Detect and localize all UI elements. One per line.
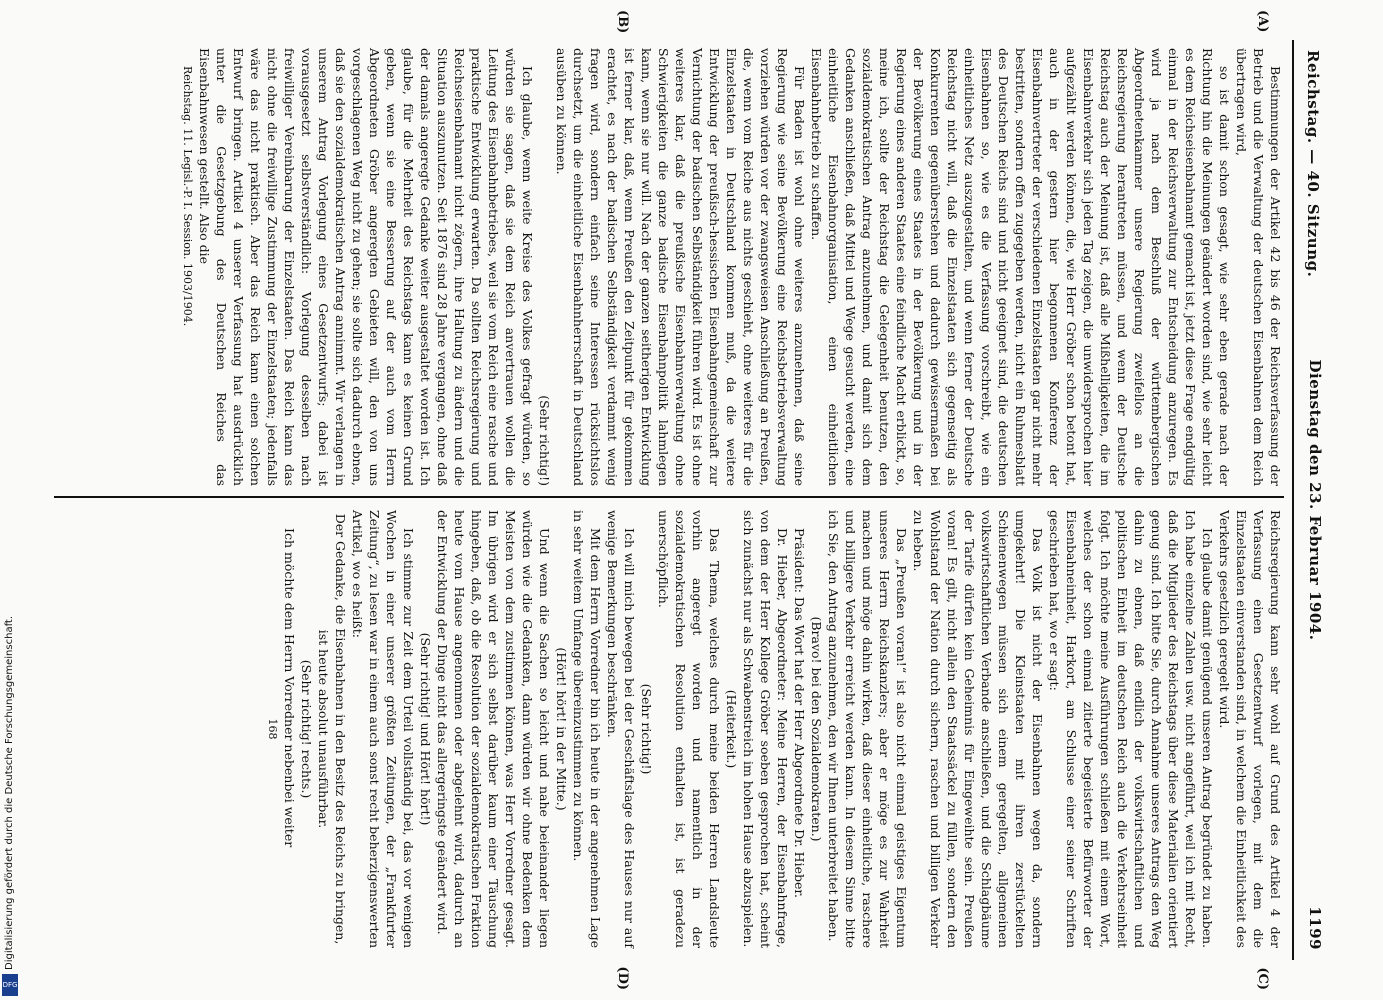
header-rule (1292, 40, 1294, 960)
paragraph: Ich stimme zur Zeit dem Urteil vollständig bei, das vor wenigen Wochen in einer unserer größten Zeitungen, der „Frankfurter Zeitung“, zu lesen war in einem auch sonst recht beherzigenswerten Artikel, wo es heißt: (350, 510, 416, 948)
header-date: Dienstag den 23. Februar 1904. (1306, 359, 1324, 641)
paragraph: Bestimmungen der Artikel 42 bis 46 der Reichsverfassung der Betrieb und die Verwaltung der deutschen Eisenbahnen dem Reich übertragen wird, (1234, 48, 1283, 486)
column-divider (54, 496, 1284, 498)
running-header (1296, 40, 1330, 960)
paragraph: Das „Preußen voran!“ ist also nicht einmal geistiges Eigentum unseres Herrn Reichskanzlers; aber er möge es zur Wahrheit machen und möge dahin wirken, daß dieser einheitliche, raschere und billigere Verkehr erreicht werden kann. In diesem Sinne bitte ich Sie, den Antrag anzunehmen, den wir Ihnen unterbreitet haben. (826, 510, 909, 948)
interjection: (Sehr richtig! rechts.) (299, 659, 314, 799)
digitization-credit: Digitalisierung gefördert durch die Deutsche Forschungsgemeinschaft. (4, 615, 15, 970)
quote: Das Volk ist nicht der Eisenbahnen wegen da, sondern umgekehrt! Die Kleinstaaten mit ihren zerstückelten Schienenwegen müssen sich einem geregelten, allgemeinen volkswirtschaftlichen Verbande anschließen, und die Schlagbäume der Tarife dürfen kein Geheimnis für Eingeweihte sein. Preußen voran! Es gilt, nicht allein den Staatssäckel zu füllen, sondern den Wohlstand der Nation durch sichern, raschen und billigen Verkehr zu heben. (911, 510, 1045, 948)
paragraph: Reichsregierung kann sehr wohl auf Grund des Artikel 4 der Verfassung einen Gesetzentwurf vorlegen, mit dem die Einzelstaaten einverstanden sind, in welchem die Einheitlichkeit des Verkehrs gesetzlich geregelt wird. (1217, 510, 1283, 948)
interjection: (Sehr richtig!) (537, 395, 552, 486)
interjection: (Bravo! bei den Sozialdemokraten.) (809, 616, 824, 842)
paragraph: Für Baden ist wohl ohne weiteres anzunehmen, daß seine Regierung wie seine Bevölkerung eine Reichsbetriebsverwaltung vorziehen würden vor der zwangsweisen Anschließung an Preußen, die, wenn vom Reiche aus nichts geschieht, ohne weiteres für die Einzelstaaten in Deutschland kommen muß, da die weitere Entwicklung der preußisch-hessischen Eisenbahngemeinschaft zur Vernichtung der badischen Selbständigkeit führen wird. Es ist ohne weiteres klar, daß die preußische Eisenbahnverwaltung ohne Schwierigkeiten die ganze badische Eisenbahnpolitik lahmlegen kann, wenn sie nur will. Nach der ganzen seitherigen Entwicklung ist ferner klar, daß, wenn Preußen den Zeitpunkt für gekommen erachtet, es nach der badischen Selbständigkeit verdammt wenig fragen wird, sondern einfach seine Interessen rücksichtslos durchsetzt, um die einheitliche Eisenbahnherrschaft in Deutschland ausüben zu können. (554, 48, 807, 486)
paragraph: Ich glaube damit genügend unseren Antrag begründet zu haben. Ich habe einzelne Zahlen usw. nicht angeführt, weil ich mit Recht, daß die Mitglieder des Reichstags über diese Materialien orientiert genug sind. Ich bitte Sie, durch Annahme unseres Antrags den Weg dahin zu ebnen, daß endlich der volkswirtschaftlichen und politischen Einheit im deutschen Reich auch die Verkehrseinheit folgt. Ich möchte meine Ausführungen schließen mit einem Wort, welches der schon einmal zitierte begeisterte Befürworter der Eisenbahneinheit, Harkort, am Schlusse einer seiner Schriften geschrieben hat, wo er sagt: (1047, 510, 1215, 948)
paragraph: Und wenn die Sachen so leicht und nahe beieinander liegen würden wie die Gedanken, dann würden wir ohne Bedenken dem Meisten von dem zustimmen können, was Herr Vorredner gesagt. Im übrigen wird er sich selbst darüber kaum einer Täuschung hingeben, daß, ob die Resolution der sozialdemokratischen Fraktion heute vom Hause angenommen oder abgelehnt wird, dadurch an der Entwicklung der Dinge nicht das allergeringste geändert wird. (435, 510, 552, 948)
margin-marker-c: (C) (1255, 967, 1270, 990)
interjection: (Heiterkeit.) (724, 689, 739, 769)
paragraph: so ist damit schon gesagt, wie sehr eben gerade nach der Richtung hin die Meinungen geändert worden sind, wie sehr leicht es dem Reichseisenbahnamt gemacht ist, jetzt diese Frage endgültig einmal in der Reichsverwaltung zur Entscheidung anzuregen. Es wird ja nach dem Beschluß der württembergischen Abgeordnetenkammer unsere Regierung zweifellos an die Reichsregierung herantreten müssen, und wenn der Deutsche Reichstag auch der Meinung ist, daß alle Mißhelligkeiten, die im Eisenbahnverkehr sich jeden Tag zeigen, die unwidersprochen hier aufgezählt werden können, die, wie Herr Gröber schon betont hat, auch in der gestern hier begonnenen Konferenz der Eisenbahnvertreter der verschiedenen Einzelstaaten gar nicht mehr bestritten, sondern offen zugegeben werden, nicht ein Ruhmesblatt des Deutschen Reichs sind und nicht geeignet sind, die deutschen Eisenbahnen so, wie es die Verfassung vorschreibt, wie ein einheitliches Netz auszugestalten, und wenn ferner der Deutsche Reichstag nicht will, daß die Einzelstaaten sich gegenseitig als Konkurrenten gegenüberstehen und dadurch gewissermaßen bei der Bevölkerung eines Staates in der Bevölkerung und in der Regierung eines anderen Staates eine feindliche Macht erblickt, so, meine ich, sollte der Reichstag die Gelegenheit benutzen, den sozialdemokratischen Antrag anzunehmen, und damit sich dem Gedanken anschließen, daß Mittel und Wege gesucht werden, eine einheitliche Eisenbahnorganisation, einen einheitlichen Eisenbahnbetrieb zu schaffen. (809, 48, 1232, 486)
left-footer: Reichstag. 11. Legisl.-P. I. Session. 1903/1904. (181, 66, 194, 327)
margin-marker-d: (D) (615, 966, 630, 990)
interjection: (Hört! hört! in der Mitte.) (554, 647, 569, 811)
speaker-paragraph: Präsident: Das Wort hat der Herr Abgeordnete Dr. Hieber. (792, 528, 807, 898)
right-column (264, 510, 1284, 948)
rotated-content (40, 10, 1330, 990)
header-left: Reichstag. — 40. Sitzung. (1304, 50, 1322, 278)
paragraph: Ich glaube, wenn weite Kreise des Volkes gefragt würden, so würden sie sagen, daß sie dem Reich anvertrauen wollen die Leitung des Eisenbahnbetriebes, weil sie vom Reich eine rasche und praktische Entwicklung erwarten. Da sollten Reichsregierung und Reichseisenbahnamt nicht zögern, ihre Haltung zu ändern und die Situation auszunutzen. Seit 1876 sind 28 Jahre vergangen, ohne daß der damals angeregte Gedanke weiter ausgestaltet worden ist. Ich glaube, für die Mehrheit des Reichstags kann es keinen Grund geben, wenn sie eine Besserung auf der auch vom Herrn Abgeordneten Gröber angeregten Gebieten will, den von uns vorgeschlagenen Weg nicht zu gehen; sie sollte sich dadurch ebnen, daß sie den sozialdemokratischen Antrag annimmt. Wir verlangen in unserem Antrag Vorlegung eines Gesetzentwurfs; dabei ist vorausgesetzt selbstverständlich: Vorlegung desselben nach freiwilliger Vereinbarung der Einzelstaaten. Das Reich kann das nicht ohne die freiwillige Zustimmung der Einzelstaaten; jedenfalls wäre das nicht praktisch. Aber das Reich kann einen solchen Entwurf bringen. Artikel 4 unserer Verfassung hat ausdrücklich unter die Gesetzgebung des Deutschen Reiches das Eisenbahnwesen gestellt. Also die (197, 48, 535, 486)
paragraph: Ich möchte dem Herrn Vorredner nebenbei weiter (282, 528, 297, 848)
paragraph: Mit dem Herrn Vorredner bin ich heute in der angenehmen Lage in sehr weitem Umfange übereinzustimmen zu können. (571, 510, 603, 948)
right-footer: 168 (266, 718, 279, 740)
dfg-logo-icon: DFG (2, 974, 18, 996)
margin-marker-b: (B) (615, 10, 630, 34)
paragraph: Das Thema, welches durch meine beiden Herren Landsleute vorhin angeregt worden und namentlich in der sozialdemokratischen Resolution enthalten ist, ist geradezu unerschöpflich. (656, 510, 722, 948)
paragraph: Ich will mich bewegen bei der Geschäftslage des Hauses nur auf wenige Bemerkungen beschränken. (605, 510, 637, 948)
speaker-paragraph: Dr. Hieber, Abgeordneter: Meine Herren, der Eisenbahnfrage, von dem der Herr Kollege Gröber soeben gesprochen hat, scheint sich zunächst nur als Schwabenstreich im hohen Hause abzuspielen. (741, 510, 790, 948)
interjection: (Sehr richtig! und Hört! hört!) (418, 632, 433, 826)
interjection: (Sehr richtig!) (639, 683, 654, 775)
margin-marker-a: (A) (1255, 10, 1270, 33)
left-column (179, 48, 1284, 486)
quote: Der Gedanke, die Eisenbahnen in den Besitz des Reichs zu bringen, ist heute absolut unausführbar. (316, 513, 348, 945)
digitization-strip (1, 0, 19, 1000)
header-page-number: 1199 (1306, 906, 1324, 950)
